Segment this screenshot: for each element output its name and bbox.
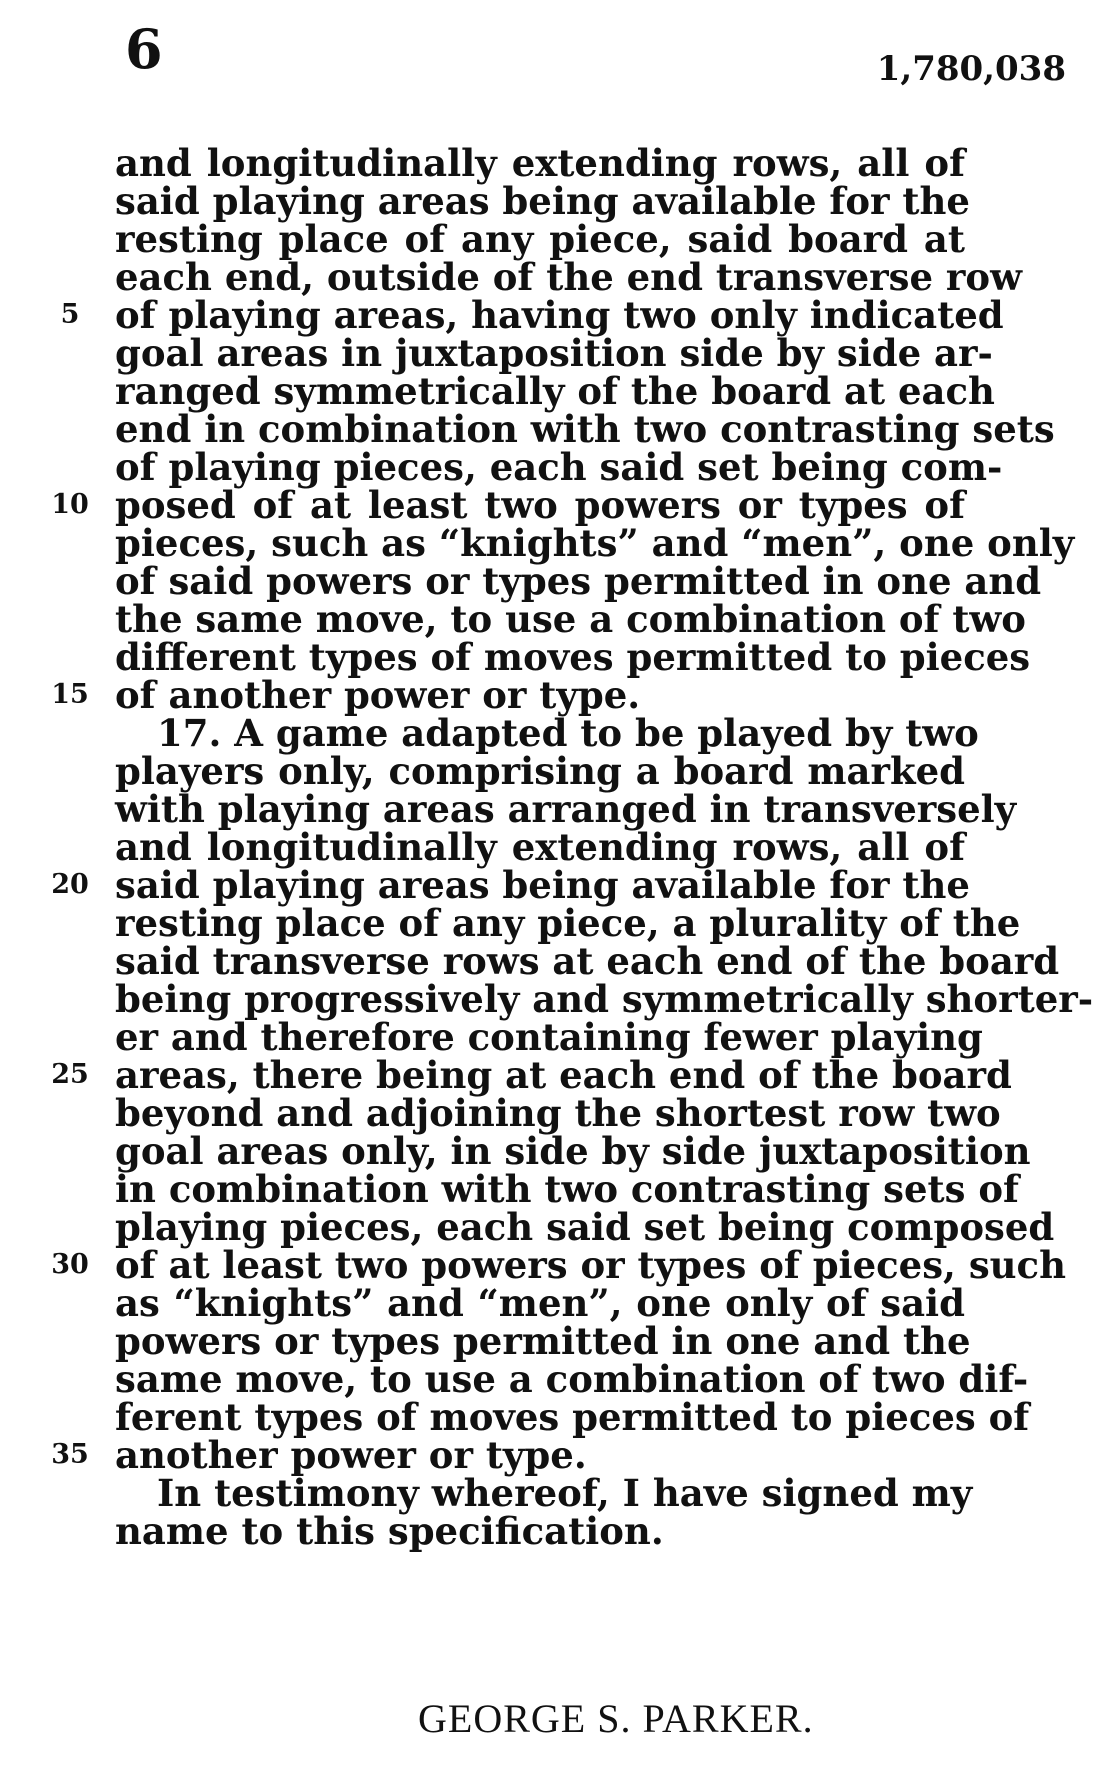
text-line: of at least two powers or types of pieces, such: [115, 1243, 1066, 1287]
text-line: name to this specification.: [115, 1509, 664, 1553]
text-line: different types of moves permitted to pieces: [115, 635, 1031, 679]
text-line: of said powers or types permitted in one and: [115, 559, 1042, 603]
line-number: 20: [51, 869, 89, 900]
page-number: 6: [125, 17, 162, 81]
text-line: of playing areas, having two only indicated: [115, 293, 1004, 337]
text-line: being progressively and symmetrically shorter-: [115, 977, 1094, 1021]
text-line: of playing pieces, each said set being com-: [115, 445, 1003, 489]
text-line: another power or type.: [115, 1433, 587, 1477]
text-line: with playing areas arranged in transversely: [115, 787, 1017, 831]
line-number: 10: [51, 489, 89, 520]
line-number: 35: [51, 1439, 89, 1470]
text-line: beyond and adjoining the shortest row two: [115, 1091, 1001, 1135]
text-line: areas, there being at each end of the board: [115, 1053, 1012, 1097]
text-line: resting place of any piece, said board at: [115, 217, 965, 261]
text-line: in combination with two contrasting sets of: [115, 1167, 1019, 1211]
text-line: er and therefore containing fewer playing: [115, 1015, 983, 1059]
text-line: said playing areas being available for the: [115, 179, 970, 223]
text-line: said transverse rows at each end of the board: [115, 939, 1060, 983]
text-line: goal areas only, in side by side juxtaposition: [115, 1129, 1031, 1173]
text-line: ranged symmetrically of the board at each: [115, 369, 995, 413]
line-number: 15: [51, 679, 89, 710]
text-line: said playing areas being available for the: [115, 863, 970, 907]
text-line: In testimony whereof, I have signed my: [157, 1471, 973, 1515]
text-line: ferent types of moves permitted to pieces of: [115, 1395, 1030, 1439]
text-line: end in combination with two contrasting sets: [115, 407, 1055, 451]
text-line: of another power or type.: [115, 673, 641, 717]
text-line: and longitudinally extending rows, all of: [115, 825, 965, 869]
text-line: and longitudinally extending rows, all of: [115, 141, 965, 185]
line-number: 5: [60, 299, 80, 330]
text-line: as “knights” and “men”, one only of said: [115, 1281, 965, 1325]
signature: GEORGE S. PARKER.: [418, 1696, 814, 1741]
text-line: 17. A game adapted to be played by two: [157, 711, 979, 755]
text-line: powers or types permitted in one and the: [115, 1319, 971, 1363]
text-line: playing pieces, each said set being composed: [115, 1205, 1055, 1249]
patent-number: 1,780,038: [876, 49, 1066, 89]
text-line: players only, comprising a board marked: [115, 749, 965, 793]
text-line: same move, to use a combination of two dif-: [115, 1357, 1029, 1401]
text-line: pieces, such as “knights” and “men”, one only: [115, 521, 1075, 565]
text-line: posed of at least two powers or types of: [115, 483, 965, 527]
line-number: 30: [51, 1249, 89, 1280]
text-line: the same move, to use a combination of two: [115, 597, 1026, 641]
text-line: goal areas in juxtaposition side by side ar-: [115, 331, 993, 375]
line-number: 25: [51, 1059, 89, 1090]
text-line: each end, outside of the end transverse row: [115, 255, 1022, 299]
text-line: resting place of any piece, a plurality of the: [115, 901, 1021, 945]
